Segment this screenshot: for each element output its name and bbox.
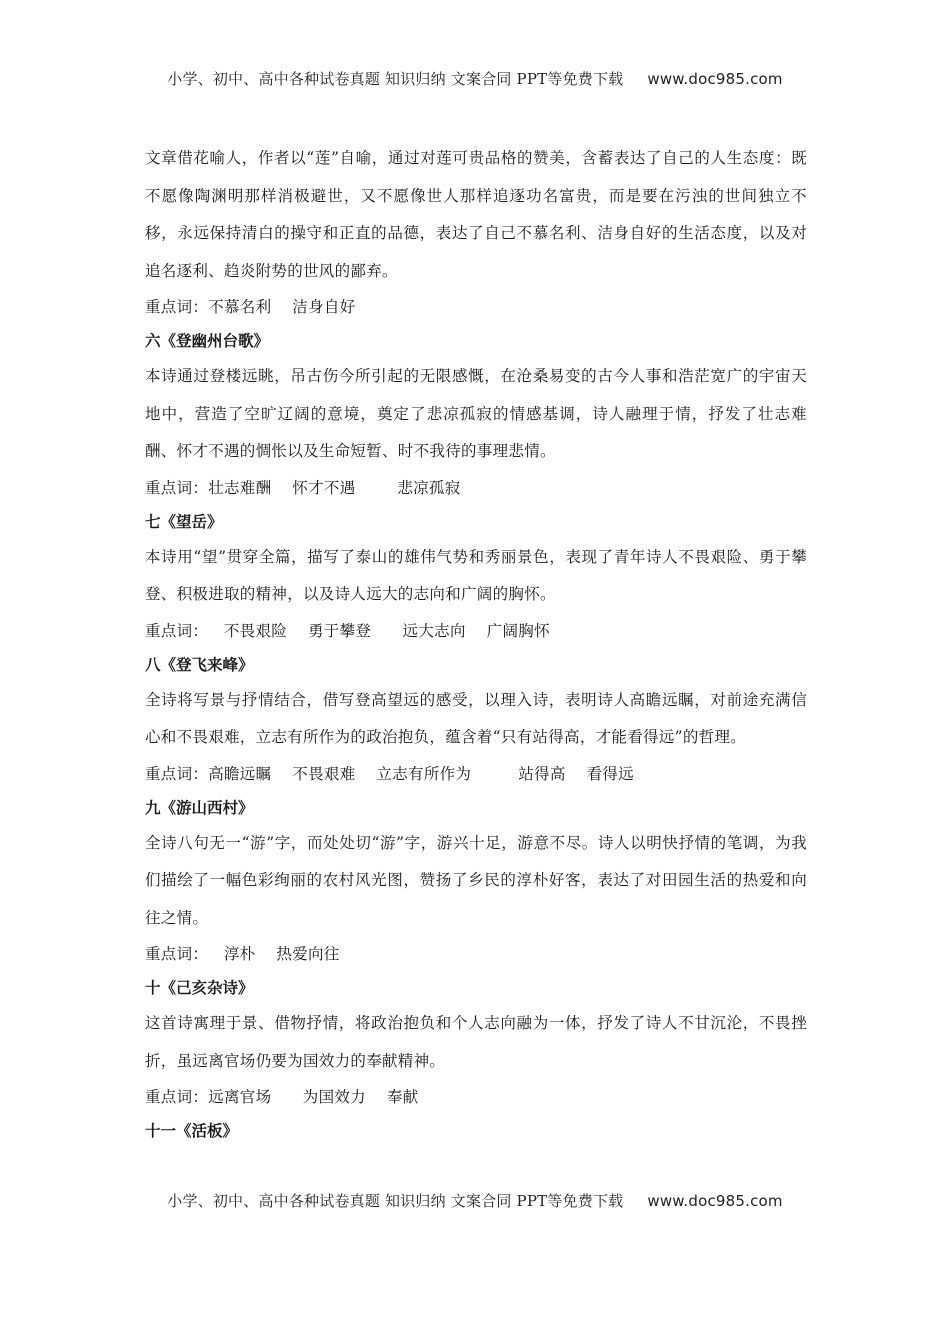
keywords-label: 重点词： bbox=[145, 478, 209, 497]
section-paragraph: 这首诗寓理于景、借物抒情，将政治抱负和个人志向融为一体，抒发了诗人不甘沉沦，不畏挫折，虽远离官场仍要为国效力的奉献精神。 bbox=[145, 1014, 807, 1070]
section-paragraph: 本诗用“望”贯穿全篇，描写了泰山的雄伟气势和秀丽景色，表现了青年诗人不畏艰险、勇于攀登、积极进取的精神，以及诗人远大的志向和广阔的胸怀。 bbox=[145, 547, 807, 603]
keywords-label: 重点词： bbox=[145, 764, 209, 783]
section-keywords bbox=[145, 757, 807, 791]
intro-keywords bbox=[145, 290, 807, 324]
keywords-label: 重点词： bbox=[145, 945, 209, 963]
keywords-label: 重点词： bbox=[145, 1088, 209, 1106]
section-title: 六《登幽州台歌》 bbox=[145, 332, 270, 350]
running-footer bbox=[0, 1190, 950, 1211]
header-site: www.doc985.com bbox=[647, 70, 783, 88]
footer-text: 小学、初中、高中各种试卷真题 知识归纳 文案合同 PPT等免费下载 bbox=[167, 1192, 624, 1210]
keywords-value: 不慕名利 洁身自好 bbox=[208, 298, 356, 316]
section-paragraph: 全诗八句无一“游”字，而处处切“游”字，游兴十足，游意不尽。诗人以明快抒情的笔调，为我们描绘了一幅色彩绚丽的农村风光图，赞扬了乡民的淳朴好客，表达了对田园生活的热爱和向往之情。 bbox=[145, 833, 807, 927]
document-body bbox=[145, 140, 807, 1148]
section-keywords bbox=[145, 1080, 807, 1114]
section-title: 十《己亥杂诗》 bbox=[145, 979, 254, 997]
section-keywords bbox=[145, 937, 807, 971]
running-header bbox=[0, 68, 950, 89]
section-title: 七《望岳》 bbox=[145, 512, 223, 531]
section-title: 八《登飞来峰》 bbox=[145, 655, 254, 674]
keywords-value: 不畏艰险 勇于攀登 远大志向 广阔胸怀 bbox=[208, 621, 550, 640]
keywords-value: 远离官场 为国效力 奉献 bbox=[208, 1088, 419, 1106]
keywords-value: 高瞻远瞩 不畏艰难 立志有所作为 站得高 看得远 bbox=[208, 764, 634, 783]
section-title: 十一《活板》 bbox=[145, 1122, 239, 1140]
section-keywords bbox=[145, 614, 807, 648]
footer-site: www.doc985.com bbox=[647, 1192, 783, 1210]
section-paragraph: 本诗通过登楼远眺，吊古伤今所引起的无限感慨，在沧桑易变的古今人事和浩茫宽广的宇宙天地中，营造了空旷辽阔的意境，奠定了悲凉孤寂的情感基调，诗人融理于情，抒发了壮志难酬、怀才不遇的惆怅以及生命短暂、时不我待的事理悲情。 bbox=[145, 367, 807, 460]
keywords-label: 重点词： bbox=[145, 298, 209, 316]
keywords-value: 壮志难酬 怀才不遇 悲凉孤寂 bbox=[208, 478, 461, 497]
header-text: 小学、初中、高中各种试卷真题 知识归纳 文案合同 PPT等免费下载 bbox=[167, 70, 624, 88]
intro-paragraph: 文章借花喻人，作者以“莲”自喻，通过对莲可贵品格的赞美，含蓄表达了自己的人生态度：既不愿像陶渊明那样消极避世，又不愿像世人那样追逐功名富贵，而是要在污浊的世间独立不移，永远保持清白的操守和正直的品德，表达了自己不慕名利、洁身自好的生活态度，以及对追名逐利、趋炎附势的世风的鄙弃。 bbox=[145, 149, 807, 280]
keywords-value: 淳朴 热爱向往 bbox=[208, 945, 340, 963]
section-keywords bbox=[145, 471, 807, 505]
section-title: 九《游山西村》 bbox=[145, 798, 254, 817]
keywords-label: 重点词： bbox=[145, 621, 209, 640]
section-paragraph: 全诗将写景与抒情结合，借写登高望远的感受，以理入诗，表明诗人高瞻远瞩，对前途充满信心和不畏艰难，立志有所作为的政治抱负，蕴含着“只有站得高，才能看得远”的哲理。 bbox=[145, 690, 807, 746]
